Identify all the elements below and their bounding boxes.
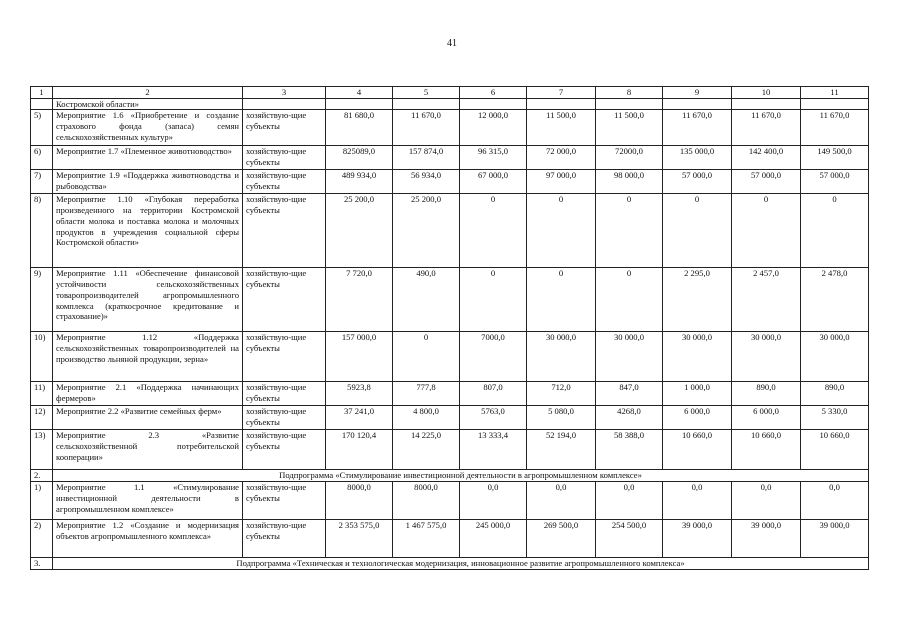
table-row [31,406,869,430]
amount-cell: 8000,0 [326,482,393,520]
amount-cell: 10 660,0 [663,430,732,470]
amount-cell: 11 670,0 [732,110,801,146]
activity-name: Мероприятие 2.1 «Поддержка начинающих фермеров» [53,382,243,406]
amount-cell: 72000,0 [596,146,663,170]
row-number: 11) [31,382,53,406]
budget-table [30,86,869,570]
amount-cell: 0,0 [527,482,596,520]
row-number: 6) [31,146,53,170]
amount-cell: 30 000,0 [801,332,869,382]
amount-cell: 0,0 [596,482,663,520]
amount-cell: 30 000,0 [527,332,596,382]
amount-cell: 0 [393,332,460,382]
table-row [31,332,869,382]
amount-cell: 11 500,0 [527,110,596,146]
amount-cell: 30 000,0 [596,332,663,382]
participant: хозяйствую-щие субъекты [243,110,326,146]
amount-cell: 0 [801,194,869,268]
amount-cell: 170 120,4 [326,430,393,470]
amount-cell: 0 [732,194,801,268]
header-cell: 8 [596,87,663,99]
activity-name: Мероприятие 1.7 «Племенное животноводство» [53,146,243,170]
amount-cell: 11 670,0 [393,110,460,146]
amount-cell: 0,0 [460,482,527,520]
amount-cell: 81 680,0 [326,110,393,146]
amount-cell: 890,0 [801,382,869,406]
amount-cell: 0,0 [663,482,732,520]
participant: хозяйствую-щие субъекты [243,406,326,430]
amount-cell: 0 [460,268,527,332]
activity-name: Мероприятие 2.3 «Развитие сельскохозяйственной потребительской кооперации» [53,430,243,470]
amount-cell: 135 000,0 [663,146,732,170]
row-number: 12) [31,406,53,430]
amount-cell: 0 [460,194,527,268]
table-row [31,146,869,170]
amount-cell: 6 000,0 [663,406,732,430]
amount-cell: 0 [596,268,663,332]
row-number: 7) [31,170,53,194]
amount-cell: 149 500,0 [801,146,869,170]
amount-cell: 0 [663,194,732,268]
amount-cell: 157 000,0 [326,332,393,382]
subprogram-number: 3. [31,558,53,570]
amount-cell: 825089,0 [326,146,393,170]
page-number: 41 [447,38,457,49]
amount-cell: 0 [527,268,596,332]
amount-cell: 2 295,0 [663,268,732,332]
amount-cell: 5 330,0 [801,406,869,430]
amount-cell: 14 225,0 [393,430,460,470]
subprogram-title: Подпрограмма «Техническая и технологическая модернизация, инновационное развитие агропромышленного комплекса» [53,558,869,570]
activity-name: Мероприятие 1.11 «Обеспечение финансовой устойчивости сельскохозяйственных товаропроизводителей агропромышленного комплекса (краткосрочное кредитование и страхование)» [53,268,243,332]
participant: хозяйствую-щие субъекты [243,170,326,194]
amount-cell: 30 000,0 [663,332,732,382]
row-number: 1) [31,482,53,520]
amount-cell: 2 478,0 [801,268,869,332]
table-row [31,520,869,558]
participant: хозяйствую-щие субъекты [243,194,326,268]
activity-name: Мероприятие 1.12 «Поддержка сельскохозяйственных товаропроизводителей на производство льняной продукции, зерна» [53,332,243,382]
table-row [31,382,869,406]
amount-cell: 0 [527,194,596,268]
amount-cell: 56 934,0 [393,170,460,194]
table-row [31,430,869,470]
amount-cell: 11 670,0 [663,110,732,146]
amount-cell: 8000,0 [393,482,460,520]
amount-cell: 6 000,0 [732,406,801,430]
amount-cell: 25 200,0 [393,194,460,268]
activity-name: Мероприятие 1.2 «Создание и модернизация объектов агропромышленного комплекса» [53,520,243,558]
amount-cell: 777,8 [393,382,460,406]
table-row [31,170,869,194]
amount-cell: 13 333,4 [460,430,527,470]
amount-cell: 245 000,0 [460,520,527,558]
amount-cell: 7000,0 [460,332,527,382]
header-cell: 2 [53,87,243,99]
amount-cell: 52 194,0 [527,430,596,470]
amount-cell: 37 241,0 [326,406,393,430]
amount-cell: 57 000,0 [801,170,869,194]
subprogram-row [31,470,869,482]
amount-cell: 847,0 [596,382,663,406]
row-number: 5) [31,110,53,146]
amount-cell: 72 000,0 [527,146,596,170]
amount-cell: 11 500,0 [596,110,663,146]
amount-cell: 58 388,0 [596,430,663,470]
amount-cell: 7 720,0 [326,268,393,332]
continuation-row [31,98,869,110]
amount-cell: 97 000,0 [527,170,596,194]
header-cell: 10 [732,87,801,99]
amount-cell: 39 000,0 [732,520,801,558]
activity-name: Мероприятие 1.10 «Глубокая переработка произведенного на территории Костромской области молока и поставка молока и молочных продуктов в учреждения социальной сферы Костромской области» [53,194,243,268]
amount-cell: 2 457,0 [732,268,801,332]
participant: хозяйствую-щие субъекты [243,430,326,470]
amount-cell: 57 000,0 [663,170,732,194]
amount-cell: 5923,8 [326,382,393,406]
amount-cell: 10 660,0 [801,430,869,470]
amount-cell: 4268,0 [596,406,663,430]
header-cell: 7 [527,87,596,99]
continuation-text: Костромской области» [53,98,243,110]
header-cell: 9 [663,87,732,99]
table-row [31,482,869,520]
amount-cell: 57 000,0 [732,170,801,194]
header-cell: 11 [801,87,869,99]
header-cell: 4 [326,87,393,99]
amount-cell: 0 [596,194,663,268]
amount-cell: 0,0 [732,482,801,520]
header-cell: 6 [460,87,527,99]
row-number: 2) [31,520,53,558]
participant: хозяйствую-щие субъекты [243,146,326,170]
amount-cell: 5 080,0 [527,406,596,430]
table-row [31,194,869,268]
header-cell: 3 [243,87,326,99]
amount-cell: 254 500,0 [596,520,663,558]
subprogram-row [31,558,869,570]
participant: хозяйствую-щие субъекты [243,520,326,558]
amount-cell: 0,0 [801,482,869,520]
activity-name: Мероприятие 1.6 «Приобретение и создание страхового фонда (запаса) семян сельскохозяйственных культур» [53,110,243,146]
amount-cell: 96 315,0 [460,146,527,170]
amount-cell: 157 874,0 [393,146,460,170]
row-number: 8) [31,194,53,268]
header-cell: 1 [31,87,53,99]
activity-name: Мероприятие 2.2 «Развитие семейных ферм» [53,406,243,430]
amount-cell: 11 670,0 [801,110,869,146]
row-number: 10) [31,332,53,382]
amount-cell: 269 500,0 [527,520,596,558]
table-row [31,268,869,332]
amount-cell: 25 200,0 [326,194,393,268]
amount-cell: 712,0 [527,382,596,406]
amount-cell: 98 000,0 [596,170,663,194]
amount-cell: 1 467 575,0 [393,520,460,558]
amount-cell: 890,0 [732,382,801,406]
participant: хозяйствую-щие субъекты [243,332,326,382]
amount-cell: 5763,0 [460,406,527,430]
amount-cell: 490,0 [393,268,460,332]
subprogram-title: Подпрограмма «Стимулирование инвестиционной деятельности в агропромышленном комплексе» [53,470,869,482]
activity-name: Мероприятие 1.9 «Поддержка животноводства и рыбоводства» [53,170,243,194]
amount-cell: 12 000,0 [460,110,527,146]
participant: хозяйствую-щие субъекты [243,482,326,520]
activity-name: Мероприятие 1.1 «Стимулирование инвестиционной деятельности в агропромышленном комплексе» [53,482,243,520]
amount-cell: 142 400,0 [732,146,801,170]
header-cell: 5 [393,87,460,99]
amount-cell: 4 800,0 [393,406,460,430]
amount-cell: 2 353 575,0 [326,520,393,558]
amount-cell: 67 000,0 [460,170,527,194]
participant: хозяйствую-щие субъекты [243,268,326,332]
amount-cell: 10 660,0 [732,430,801,470]
amount-cell: 1 000,0 [663,382,732,406]
amount-cell: 489 934,0 [326,170,393,194]
amount-cell: 807,0 [460,382,527,406]
table-row [31,110,869,146]
column-number-row [31,87,869,99]
participant: хозяйствую-щие субъекты [243,382,326,406]
row-number: 13) [31,430,53,470]
subprogram-number: 2. [31,470,53,482]
amount-cell: 30 000,0 [732,332,801,382]
row-number: 9) [31,268,53,332]
amount-cell: 39 000,0 [663,520,732,558]
amount-cell: 39 000,0 [801,520,869,558]
